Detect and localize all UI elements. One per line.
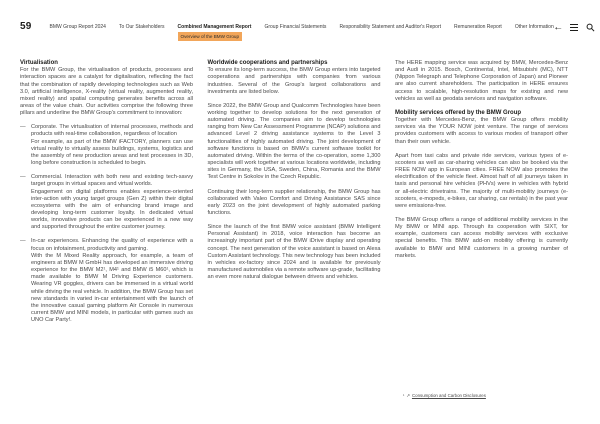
nav-other-information[interactable]: Other Information: [514, 24, 554, 30]
column-virtualisation: [20, 60, 193, 324]
column-mobility: [395, 60, 568, 324]
nav-report-title[interactable]: BMW Group Report 2024: [49, 24, 106, 30]
heading-mobility-services: Mobility services offered by the BMW Group: [395, 109, 522, 116]
dash-marker: —: [20, 174, 26, 181]
header: [20, 21, 580, 39]
nav-combined-management-report[interactable]: [177, 24, 252, 39]
cooperations-p1: To ensure its long-term success, the BMW Group enters into targeted cooperations and partnerships with companies from various industries. Several of the Group's largest collaborations and investments are listed below.: [207, 67, 381, 95]
dash-marker: —: [20, 238, 26, 245]
back-arrow-icon[interactable]: ←: [553, 22, 564, 33]
column-cooperations: [208, 60, 381, 324]
subnav-overview-of-the-bmw-group[interactable]: Overview of the BMW Group: [178, 32, 242, 41]
virtualisation-intro: For the BMW Group, the virtualisation of products, processes and interaction spaces are a catalyst for digitalisation, reflecting the fact that the combination of rapidly developing technologies such as Web 3.0, artificial intelligence, X-reality (virtual reality, augmented reality, mixed reality) and spatial computing generates benefits across all areas of the value chain. Our activities comprise the following three pillars and underline the BMW Group's commitment to innovation:: [20, 67, 193, 117]
bullet-incar-example: With the M Mixed Reality approach, for example, a team of engineers at BMW M GmbH has developed an immersive driving experience for the BMW M2¹, M4¹ and BMW i5 M60¹, which is made available to BMW M Driving Experience customers. Wearing VR goggles, drivers can be immersed in a virtual world while driving the real vehicle. In addition, the BMW Group has set new standards in varied in-car entertainment with the launch of the innovative casual gaming platform Air Console in numerous current BMW and MINI models, in particular with games such as UNO Car Party!.: [31, 252, 193, 324]
mobility-p1: Together with Mercedes-Benz, the BMW Group offers mobility services via the YOUR NOW joint venture. The range of services provides customers with access to various modes of transport other than their own vehicle.: [395, 117, 568, 145]
content-columns: [20, 60, 568, 324]
footnote: [403, 393, 486, 399]
bullet-commercial-example: Engagement on digital platforms enables experience-oriented inter-action with young target groups (Gen Z) within their digital ecosystems with the aim of enhancing brand image and developing long-term customer loyalty. In dedicated virtual worlds, innovative products can be experienced in a new way and supported throughout the entire customer journey.: [31, 188, 193, 231]
external-link-arrow-icon: ↗: [406, 393, 410, 398]
cooperations-p3: Continuing their long-term supplier relationship, the BMW Group has collaborated with Valeo Comfort and Driving Assistance SAS since early 2023 on the joint development of highly automated parking functions.: [207, 188, 381, 217]
mobility-p2: Apart from taxi cabs and private ride services, various types of e-scooters as well as car-sharing vehicles can also be booked via the FREE NOW app in European cities. FREE NOW also promotes the electrification of the vehicle fleet. Almost half of all journeys taken in taxis and personal hire vehicles (PHVs) were in vehicles with hybrid or all-electric drivetrains. The majority of multi-mobility journeys (e-scooters, e-mopeds, e-bikes, car sharing, car rentals) in the past year were emissions-free.: [395, 152, 568, 209]
top-navigation: [49, 22, 554, 39]
list-item: [20, 124, 193, 167]
bullet-corporate-text: Corporate. The virtualisation of internal processes, methods and products with real-time collaboration, regardless of location: [31, 124, 193, 138]
footnote-link[interactable]: Consumption and Carbon Disclosures: [411, 393, 486, 398]
heading-virtualisation: Virtualisation: [20, 60, 58, 66]
heading-cooperations: Worldwide cooperations and partnerships: [207, 60, 328, 66]
search-icon[interactable]: [586, 23, 595, 32]
nav-to-our-stakeholders[interactable]: To Our Stakeholders: [118, 24, 165, 30]
footnote-marker: ¹: [403, 394, 405, 398]
here-paragraph: The HERE mapping service was acquired by BMW, Mercedes-Benz and Audi in 2015. Bosch, Continental, Intel, Mitsubishi (MC), NTT (Nippon Telegraph and Telephone Corporation of Japan) and Pioneer are also current shareholders. The participation in HERE ensures access to scalable, high-resolution maps for existing and new vehicles as well as geodata services and navigation software.: [395, 60, 568, 102]
bullet-commercial-text: Commercial. Interaction with both new and existing tech-savvy target groups in virtual spaces and virtual worlds.: [31, 174, 193, 188]
nav-remuneration-report[interactable]: Remuneration Report: [454, 24, 502, 30]
cooperations-p4: Since the launch of the first BMW voice assistant (BMW Intelligent Personal Assistant) in 2018, voice interaction has become an increasingly important part of the BMW iDrive display and operating concept. The next generation of the voice assistant is based on Alexa Custom Assistant technology. This new technology has been included in vehicles ex-factory since 2024 and is available for previously manufactured automobiles via a remote software up-grade, facilitating an even more natural dialogue between drivers and vehicles.: [207, 224, 381, 281]
virtualisation-bullets: [20, 124, 193, 324]
bullet-corporate-example: For example, as part of the BMW iFACTORY, planners can use virtual reality to virtually assess buildings, systems, logistics and the assembly of new production areas and test processes in 3D, long before construction is scheduled to begin.: [31, 138, 193, 167]
table-of-contents-icon[interactable]: [570, 23, 579, 32]
page-number: 59: [20, 21, 32, 32]
mobility-p3: The BMW Group offers a range of additional mobility services in the My BMW or MINI app. Through its cooperation with SIXT, for example, customers can access mobility services with exclusive special benefits. This BMW add-on mobility offering is currently available to BMW and MINI customers in a growing number of markets.: [395, 217, 568, 259]
list-item: [20, 238, 193, 324]
dash-marker: —: [20, 124, 26, 131]
nav-combined-management-report-label: Combined Management Report: [177, 24, 252, 30]
header-icons: [554, 22, 595, 32]
list-item: [20, 174, 193, 231]
nav-responsibility-statement[interactable]: Responsibility Statement and Auditor's Report: [339, 24, 442, 30]
bullet-incar-text: In-car experiences. Enhancing the quality of experience with a focus on infotainment, productivity and gaming.: [31, 238, 193, 252]
cooperations-p2: Since 2022, the BMW Group and Qualcomm Technologies have been working together to develop solutions for the next generation of automated driving. The companies aim to develop technologies ranging from New Car Assessment Programme (NCAP) solutions and advanced Level 2 driving assistance systems to the Level 3 functionalities of highly automated driving. The joint development of software functions is based on BMW's current software toolkit for automated driving. Within the terms of the co-operation, some 1,300 specialists will work together at various locations worldwide, including sites in Germany, the USA, Sweden, China, Romania and the BMW Test Centre in Sokolov in the Czech Republic.: [207, 102, 381, 181]
nav-group-financial-statements[interactable]: Group Financial Statements: [264, 24, 327, 30]
